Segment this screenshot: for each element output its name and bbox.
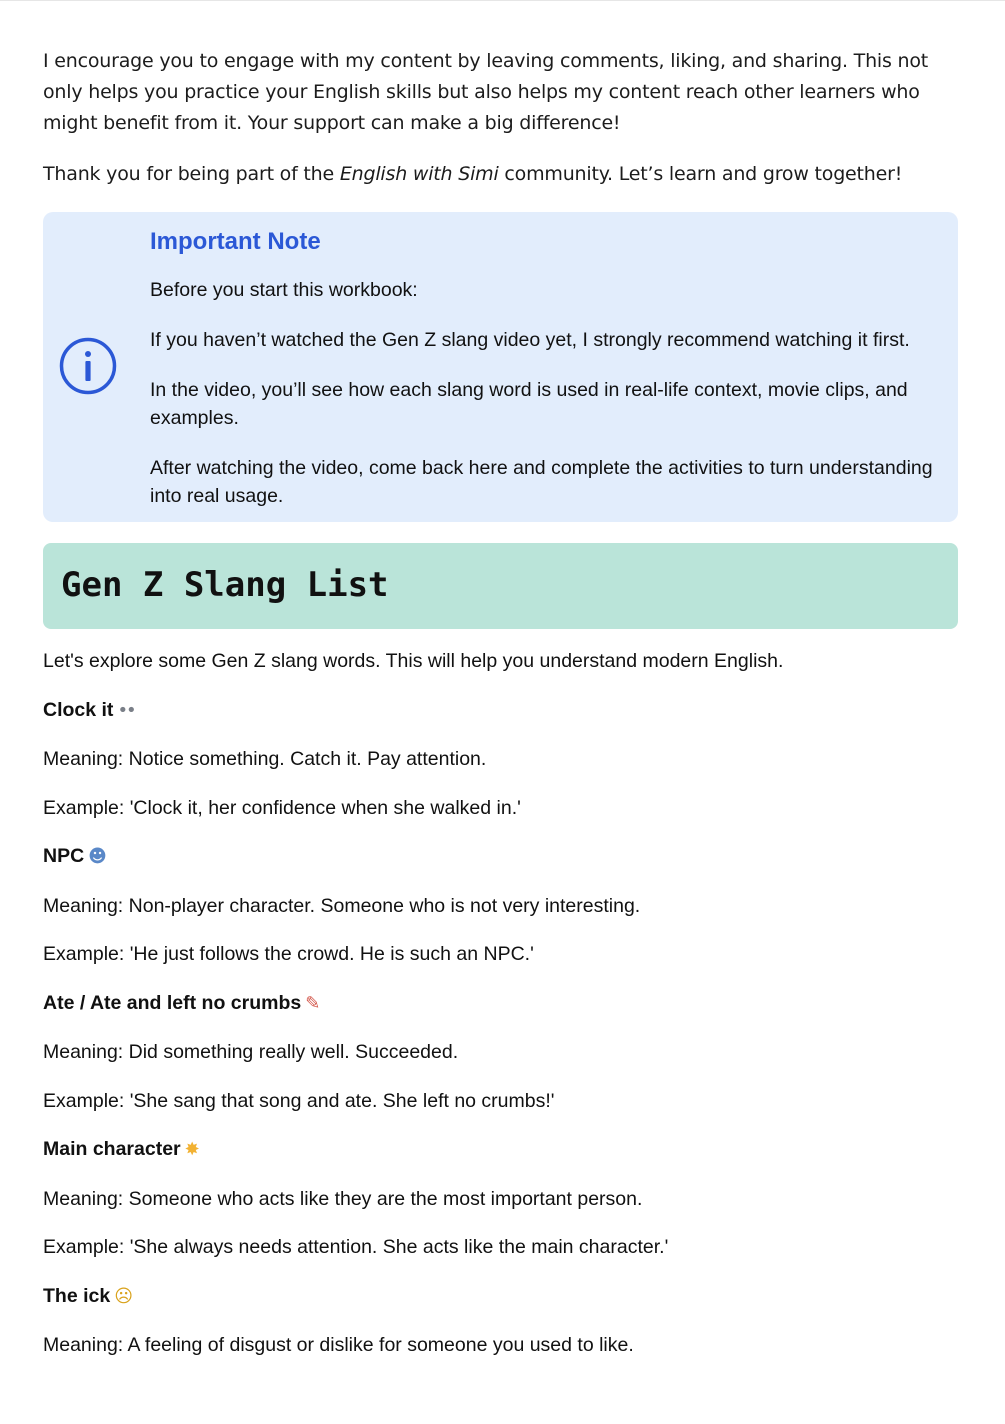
- slang-example: Example: 'She always needs attention. She acts like the main character.': [43, 1236, 669, 1258]
- note-paragraph: After watching the video, come back here and complete the activities to turn understanding into real usage.: [150, 457, 933, 507]
- slang-term: [43, 989, 958, 1018]
- slang-meaning: Meaning: Someone who acts like they are the most important person.: [43, 1187, 643, 1210]
- slang-term-label: The ick: [43, 1284, 111, 1307]
- slang-example: Example: 'He just follows the crowd. He is such an NPC.': [43, 943, 534, 965]
- info-icon: [59, 337, 117, 395]
- intro-paragraph-thanks: [43, 159, 958, 190]
- woozy-face-icon: ☹: [114, 1285, 133, 1307]
- slang-list: [43, 647, 958, 1380]
- slang-term: [43, 842, 958, 871]
- slang-term-label: NPC: [43, 845, 85, 867]
- intro-paragraph-engage: I encourage you to engage with my content by leaving comments, liking, and sharing. This not only helps you practice your English skills but also helps my content reach other learners who might benefit from it. Your support can make a big difference!: [43, 50, 929, 134]
- section-header: [43, 543, 958, 629]
- thanks-text-after: community. Let’s learn and grow together!: [498, 163, 903, 185]
- slang-meaning: Meaning: Non-player character. Someone who is not very interesting.: [43, 894, 641, 917]
- nail-polish-icon: ✎: [305, 992, 321, 1014]
- important-note-callout: [43, 212, 958, 522]
- slang-term: [43, 696, 958, 725]
- note-paragraph: If you haven’t watched the Gen Z slang video yet, I strongly recommend watching it first.: [150, 329, 910, 351]
- slang-list-intro: Let's explore some Gen Z slang words. This will help you understand modern English.: [43, 650, 784, 672]
- slang-term: [43, 1282, 958, 1311]
- note-title: Important Note: [150, 228, 321, 255]
- slang-meaning: Meaning: Notice something. Catch it. Pay attention.: [43, 748, 487, 770]
- slang-meaning: Meaning: A feeling of disgust or dislike for someone you used to like.: [43, 1334, 634, 1356]
- slang-term-label: Clock it: [43, 698, 114, 721]
- slang-term: [43, 1135, 958, 1164]
- note-paragraph: Before you start this workbook:: [150, 279, 418, 301]
- note-body: [150, 226, 950, 532]
- star-icon: ✸: [184, 1139, 200, 1160]
- section-title: Gen Z Slang List: [61, 565, 389, 605]
- community-name: English with Simi: [339, 163, 499, 185]
- slang-term-label: Main character: [43, 1138, 181, 1160]
- note-paragraph: In the video, you’ll see how each slang word is used in real-life context, movie clips, and examples.: [150, 379, 908, 429]
- slang-example: Example: 'She sang that song and ate. She left no crumbs!': [43, 1089, 555, 1112]
- slang-term-label: Ate / Ate and left no crumbs: [43, 991, 302, 1014]
- robot-icon: ☻: [88, 846, 107, 867]
- slang-example: Example: 'Clock it, her confidence when she walked in.': [43, 796, 521, 819]
- eyes-icon: ••: [117, 699, 135, 721]
- thanks-text-before: Thank you for being part of the: [43, 163, 340, 185]
- slang-meaning: Meaning: Did something really well. Succeeded.: [43, 1041, 459, 1063]
